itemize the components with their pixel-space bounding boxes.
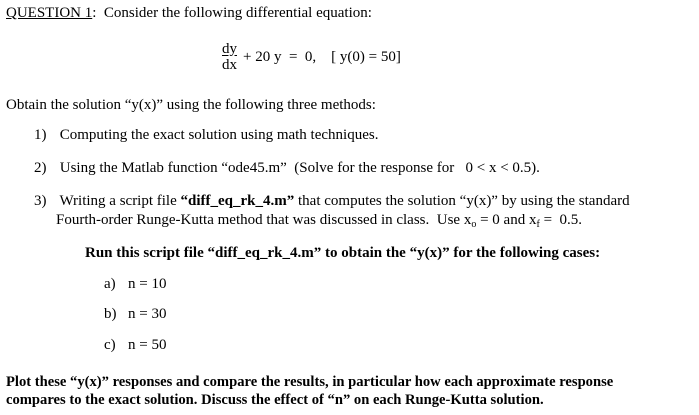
subscript-f: f <box>536 219 540 230</box>
conclusion-line-1: Plot these “y(x)” responses and compare the results, in particular how each approximate response <box>6 374 614 390</box>
method-text-before: Writing a script file <box>59 193 181 209</box>
question-header <box>6 4 372 22</box>
case-item-c <box>104 336 166 354</box>
subscript-o: o <box>471 219 477 230</box>
case-value: n = 10 <box>128 276 167 292</box>
equation-rest: + 20 y = 0, [ y(0) = 50] <box>243 49 401 65</box>
method-line2-b: = 0 and x <box>476 212 537 228</box>
case-letter: a) <box>104 276 116 292</box>
differential-equation <box>222 40 401 74</box>
case-value: n = 30 <box>128 306 167 322</box>
method-item-3 <box>34 192 630 210</box>
script-file-name: “diff_eq_rk_4.m” <box>180 193 295 209</box>
question-label: QUESTION 1 <box>6 5 93 21</box>
method-line2-c: = 0.5. <box>539 212 583 228</box>
method-text-after: that computes the solution “y(x)” by using the standard <box>294 193 630 209</box>
method-number: 1) <box>34 127 47 143</box>
fraction-denominator: dx <box>222 56 237 73</box>
methods-intro: Obtain the solution “y(x)” using the following three methods: <box>6 97 376 113</box>
case-item-a <box>104 275 166 293</box>
case-value: n = 50 <box>128 337 167 353</box>
run-instruction: Run this script file “diff_eq_rk_4.m” to obtain the “y(x)” for the following cases: <box>85 245 601 261</box>
question-colon: : <box>92 5 97 21</box>
fraction-numerator: dy <box>222 40 237 57</box>
conclusion-line-2: compares to the exact solution. Discuss the effect of “n” on each Runge-Kutta solution. <box>6 392 544 408</box>
case-letter: b) <box>104 306 117 322</box>
derivative-fraction <box>222 42 237 73</box>
method-text: Using the Matlab function “ode45.m” (Solve for the response for 0 < x < 0.5). <box>59 160 540 176</box>
method-number: 2) <box>34 160 47 176</box>
case-item-b <box>104 305 166 323</box>
case-letter: c) <box>104 337 116 353</box>
method-item-3-continuation <box>56 211 582 229</box>
question-intro: Consider the following differential equation: <box>103 5 372 21</box>
method-text: Computing the exact solution using math techniques. <box>59 127 379 143</box>
method-item-1 <box>34 126 378 144</box>
method-item-2 <box>34 159 540 177</box>
method-number: 3) <box>34 193 47 209</box>
method-line2-a: Fourth-order Runge-Kutta method that was discussed in class. Use x <box>56 212 472 228</box>
